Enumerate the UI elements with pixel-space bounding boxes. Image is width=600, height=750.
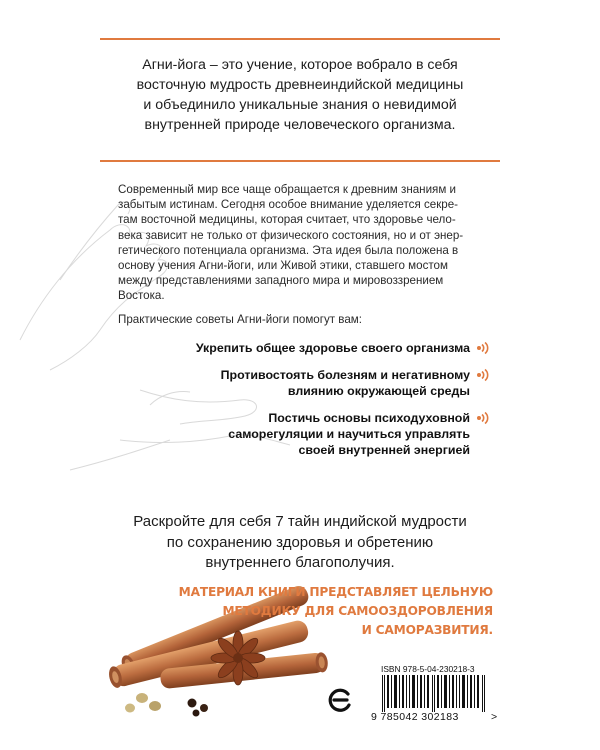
secrets-line: по сохранению здоровья и обретению: [166, 533, 434, 551]
tip-line: Постичь основы психодуховной: [268, 411, 470, 425]
method-line: МАТЕРИАЛ КНИГИ ПРЕДСТАВЛЯЕТ ЦЕЛЬНУЮ: [178, 585, 493, 599]
secrets-block: [100, 512, 500, 574]
tip-line: Укрепить общее здоровье своего организма: [195, 341, 470, 355]
publisher-logo-icon: [326, 686, 354, 714]
top-divider: [100, 38, 500, 40]
tip-item: [140, 340, 470, 356]
body-line: века зависит не только от физического состояния, но и от энер-: [118, 228, 464, 242]
intro-line: внутренней природе человеческого организма.: [144, 117, 456, 133]
barcode-digits: 9 785042 302183: [371, 711, 459, 723]
intro-line: Агни-йога – это учение, которое вобрало в себя: [142, 57, 458, 73]
method-tagline: [163, 583, 493, 640]
description-text: [118, 182, 490, 327]
isbn-label: ISBN 978-5-04-230218-3: [381, 664, 475, 674]
tip-line: влиянию окружающей среды: [287, 384, 470, 398]
body-line: забытым истинам. Сегодня особое внимание уделяется секре-: [118, 198, 459, 212]
body-line: Современный мир все чаще обращается к древним знаниям и: [118, 183, 456, 196]
tip-item: [140, 367, 470, 399]
method-line: МЕТОДИКУ ДЛЯ САМООЗДОРОВЛЕНИЯ: [222, 604, 493, 618]
tip-line: Противостоять болезням и негативному: [220, 368, 470, 382]
tips-intro: Практические советы Агни-йоги помогут вам:: [118, 312, 362, 326]
tip-line: саморегуляции и научиться управлять: [228, 427, 470, 441]
speaker-waves-icon: [476, 411, 490, 425]
body-line: Востока.: [118, 289, 165, 303]
body-line: гетического потенциала организма. Эта идея была положена в: [118, 243, 459, 257]
tip-line: своей внутренней энергией: [298, 443, 470, 457]
intro-block: [100, 55, 500, 135]
barcode-arrow: >: [491, 711, 498, 723]
intro-line: восточную мудрость древнеиндийской медицины: [136, 77, 464, 93]
intro-line: и объединило уникальные знания о невидимой: [143, 97, 457, 113]
body-line: там восточной медицины, которая считает, что здоровье чело-: [118, 213, 456, 227]
tips-list: [140, 340, 470, 469]
speaker-waves-icon: [476, 368, 490, 382]
body-line: между представлениями западного мира и мировоззрением: [118, 274, 444, 288]
body-line: основу учения Агни-йоги, или Живой этики, ставшего мостом: [118, 259, 448, 273]
tip-item: [140, 410, 470, 458]
method-line: И САМОРАЗВИТИЯ.: [361, 623, 493, 637]
barcode-number: [371, 711, 498, 723]
secrets-line: Раскройте для себя 7 тайн индийской мудрости: [133, 513, 467, 530]
barcode-bars: [382, 675, 486, 712]
secrets-line: внутреннего благополучия.: [205, 554, 395, 571]
speaker-waves-icon: [476, 341, 490, 355]
bottom-divider: [100, 160, 500, 162]
